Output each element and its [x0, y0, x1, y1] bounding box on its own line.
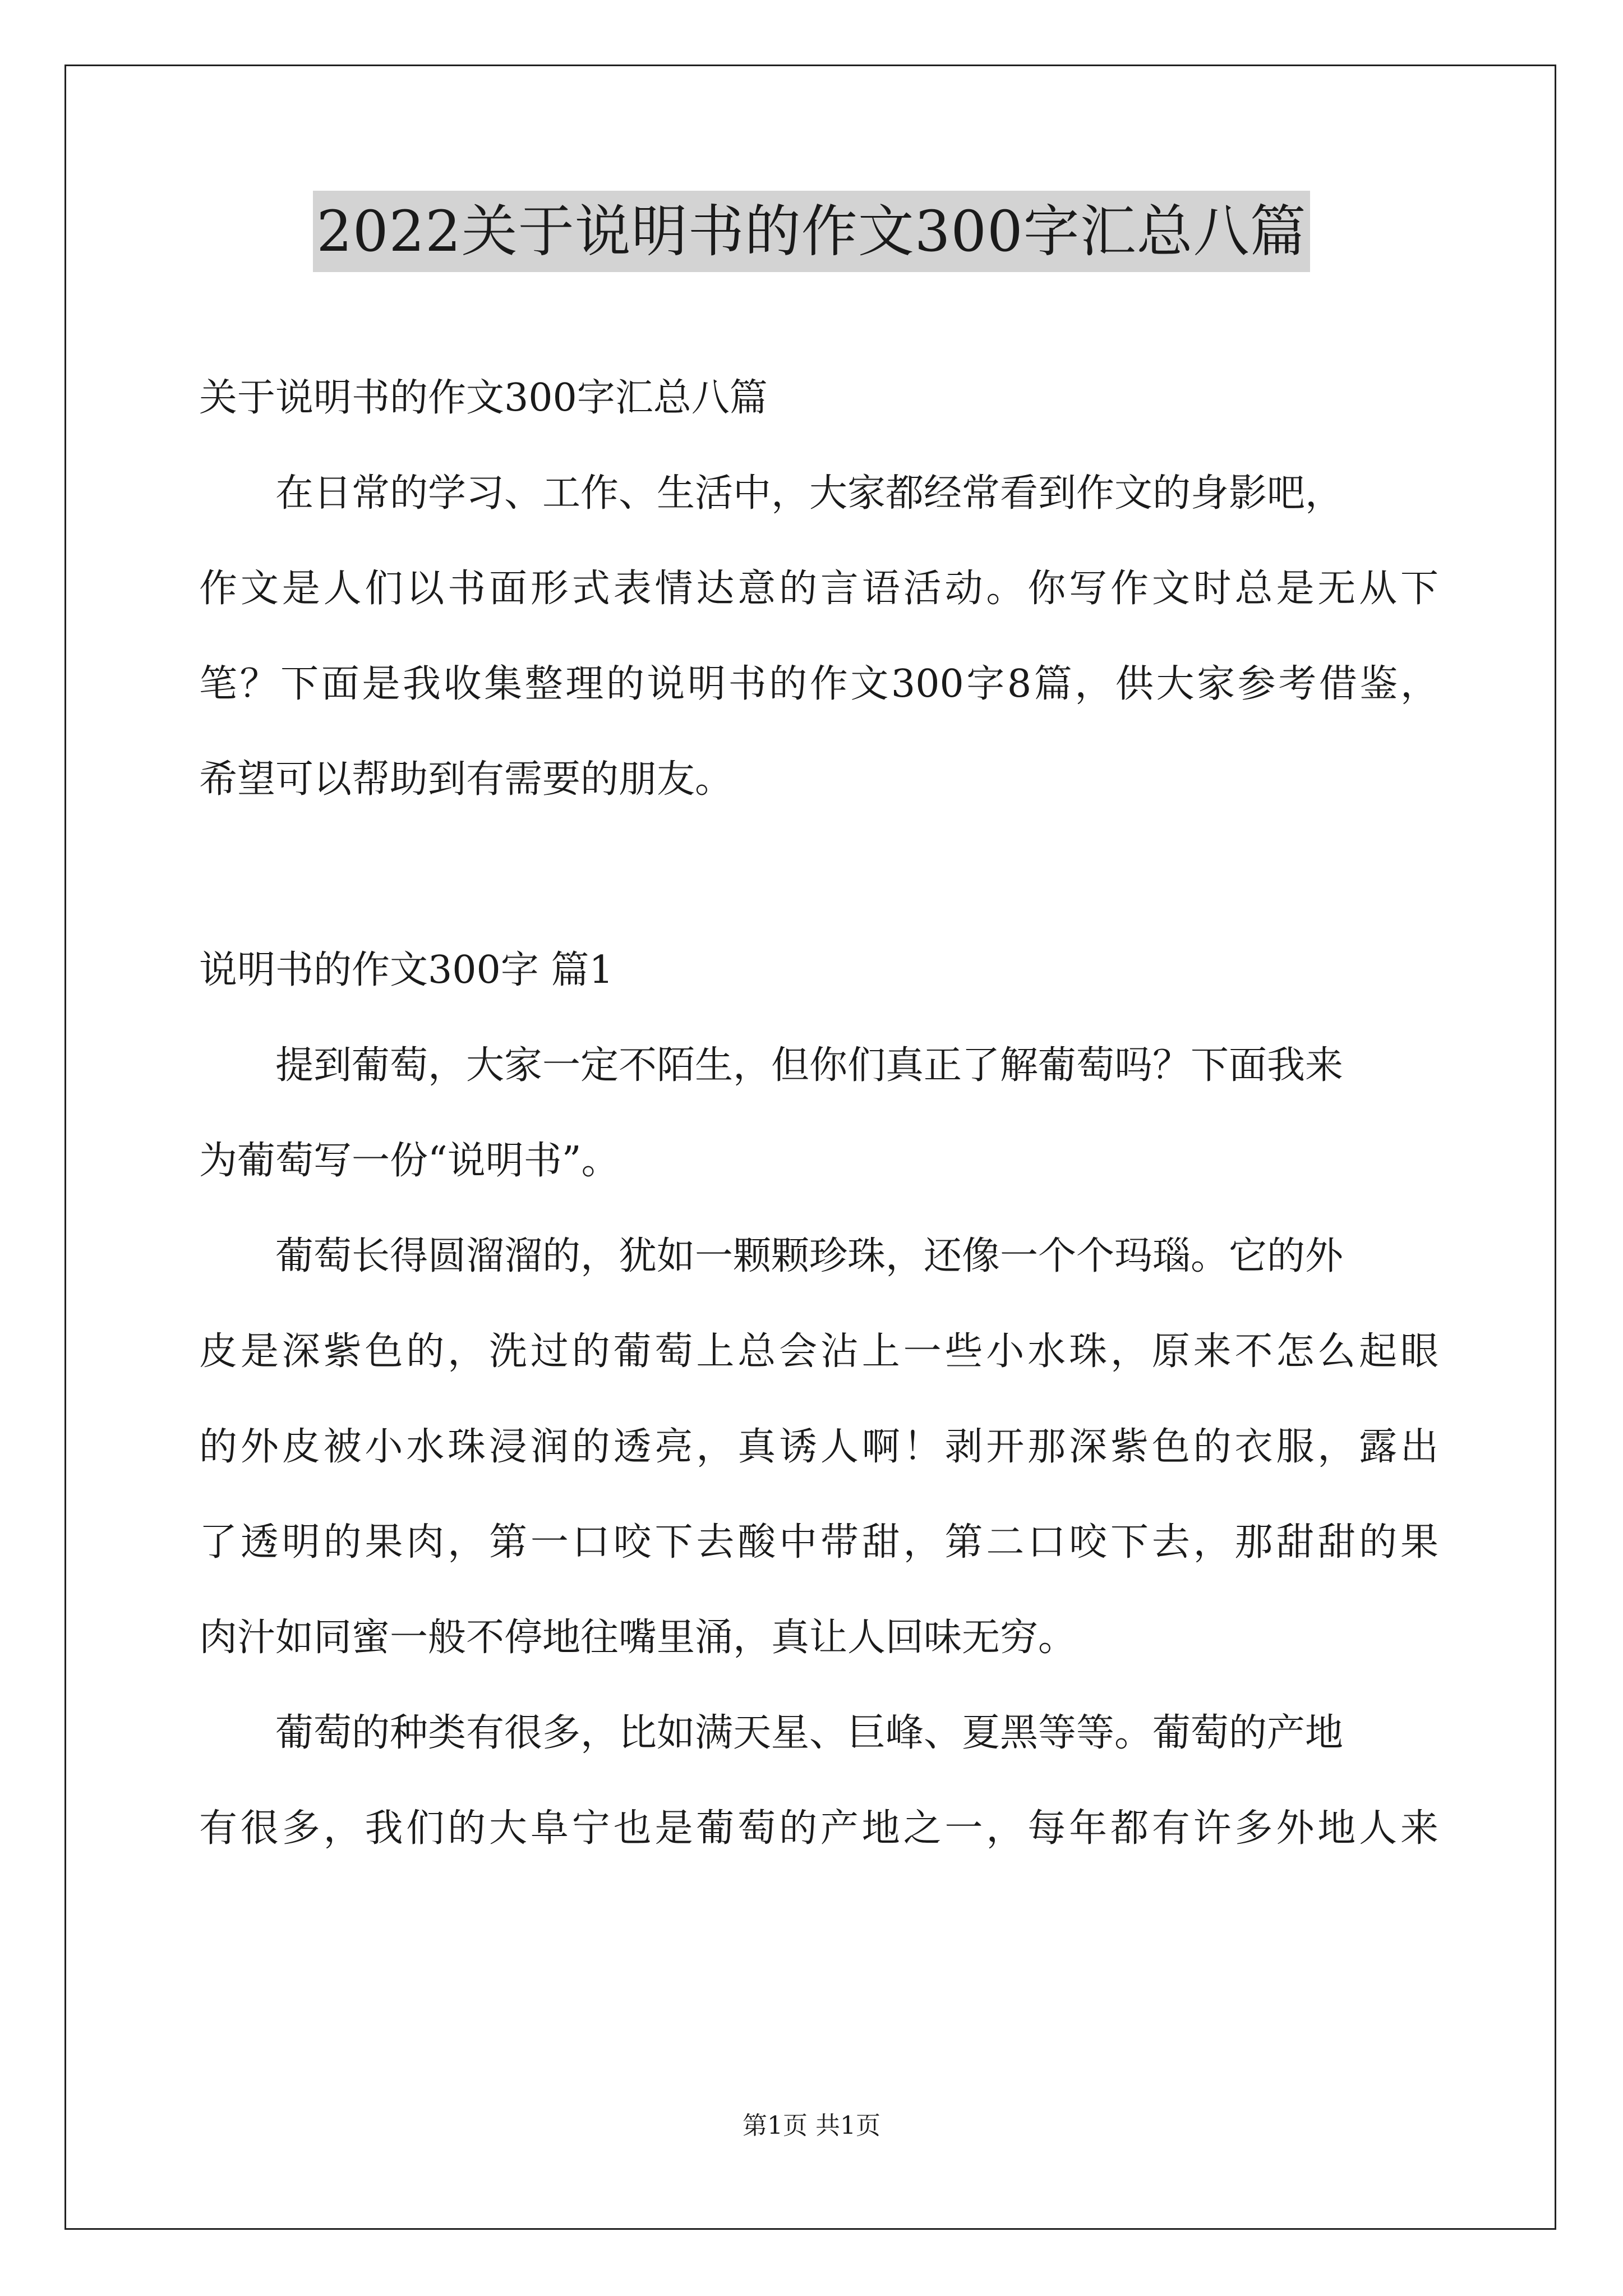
- paragraph-line: 的外皮被小水珠浸润的透亮，真诱人啊！剥开那深紫色的衣服，露出: [199, 1425, 1438, 1469]
- paragraph-line: 了透明的果肉，第一口咬下去酸中带甜，第二口咬下去，那甜甜的果: [199, 1520, 1438, 1565]
- paragraph-line: 为葡萄写一份“说明书”。: [199, 1139, 620, 1183]
- intro-line: 希望可以帮助到有需要的朋友。: [199, 757, 734, 802]
- paragraph-line: 皮是深紫色的，洗过的葡萄上总会沾上一些小水珠，原来不怎么起眼: [199, 1329, 1438, 1374]
- paragraph-line: 提到葡萄，大家一定不陌生，但你们真正了解葡萄吗？下面我来: [275, 1043, 1344, 1088]
- paragraph-line: 葡萄的种类有很多，比如满天星、巨峰、夏黑等等。葡萄的产地: [275, 1711, 1344, 1755]
- paragraph-line: 肉汁如同蜜一般不停地往嘴里涌，真让人回味无穷。: [199, 1616, 1077, 1660]
- intro-line: 笔？下面是我收集整理的说明书的作文300字8篇，供大家参考借鉴，: [199, 662, 1438, 706]
- document-body: [199, 351, 1438, 1876]
- paragraph-line: 有很多，我们的大阜宁也是葡萄的产地之一，每年都有许多外地人来: [199, 1806, 1438, 1851]
- intro-line: 作文是人们以书面形式表情达意的言语活动。你写作文时总是无从下: [199, 567, 1438, 611]
- blank-line: [199, 827, 1438, 923]
- section-heading: 说明书的作文300字 篇1: [199, 948, 614, 992]
- title-container: [0, 191, 1623, 272]
- document-title: 2022关于说明书的作文300字汇总八篇: [313, 191, 1310, 272]
- paragraph-line: 葡萄长得圆溜溜的，犹如一颗颗珍珠，还像一个个玛瑙。它的外: [275, 1234, 1344, 1278]
- document-subtitle: 关于说明书的作文300字汇总八篇: [199, 376, 768, 420]
- intro-line: 在日常的学习、工作、生活中，大家都经常看到作文的身影吧，: [275, 471, 1344, 516]
- page-footer: 第1页 共1页: [743, 2111, 880, 2140]
